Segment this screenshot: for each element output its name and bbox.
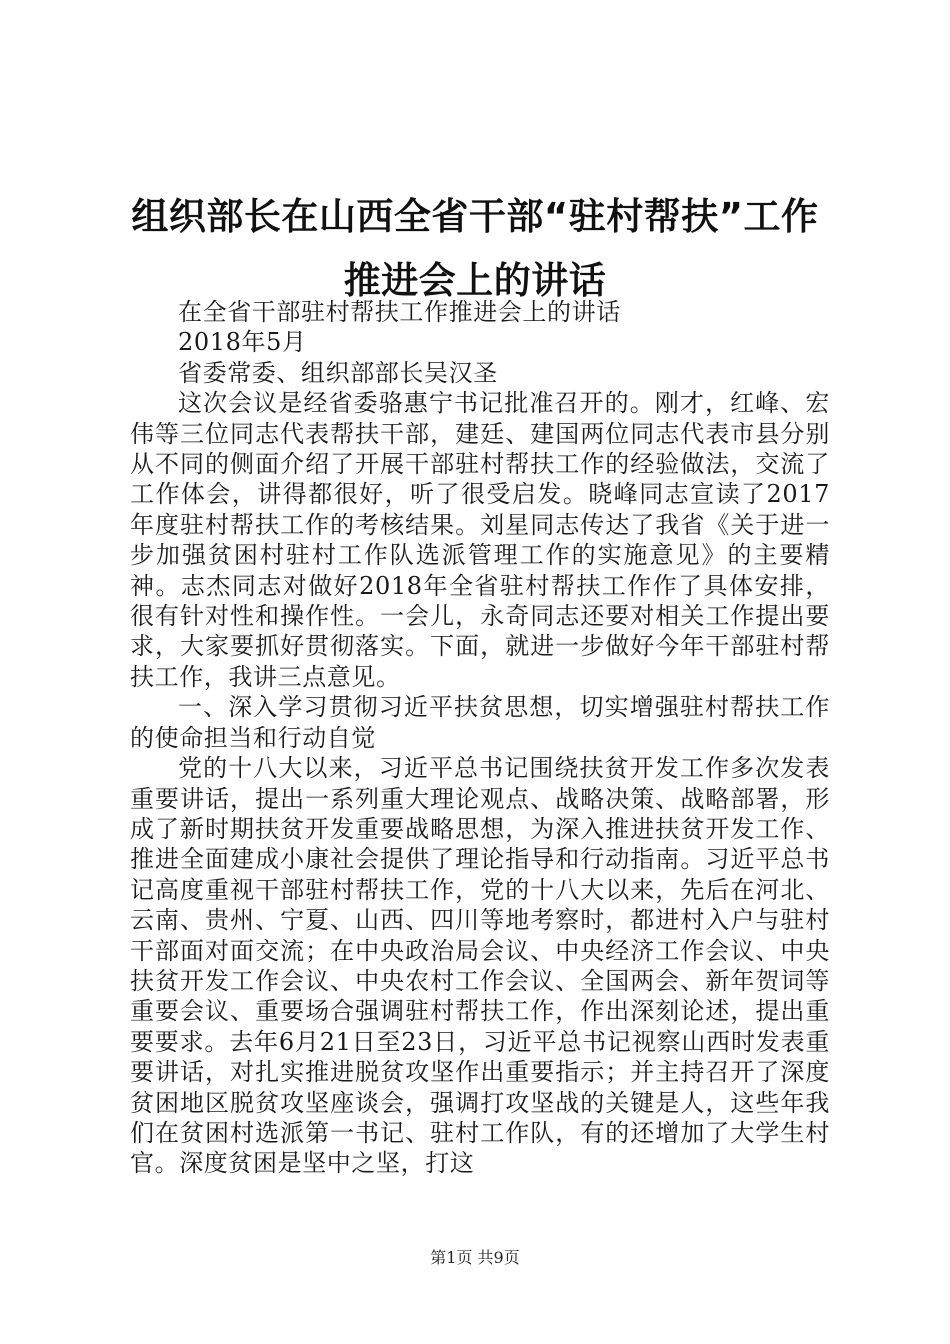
document-title: 组织部长在山西全省干部“驻村帮扶”工作推进会上的讲话	[131, 194, 819, 302]
speech-date-line: 2018年5月	[178, 328, 307, 357]
speaker-line: 省委常委、组织部部长吴汉圣	[178, 358, 498, 387]
page-footer: 第1页 共9页	[430, 1248, 520, 1267]
section-heading: 一、深入学习贯彻习近平扶贫思想，切实增强驻村帮扶工作的使命担当和行动自觉	[130, 693, 830, 752]
document-body	[130, 297, 830, 1179]
speech-title-line: 在全省干部驻村帮扶工作推进会上的讲话	[178, 298, 621, 326]
body-paragraph: 党的十八大以来，习近平总书记围绕扶贫开发工作多次发表重要讲话，提出一系列重大理论观点、战略决策、战略部署，形成了新时期扶贫开发重要战略思想，为深入推进扶贫开发工作、推进全面建成小康社会提供了理论指导和行动指南。习近平总书记高度重视干部驻村帮扶工作，党的十八大以来，先后在河北、云南、贵州、宁夏、山西、四川等地考察时，都进村入户与驻村干部面对面交流；在中央政治局会议、中央经济工作会议、中央扶贫开发工作会议、中央农村工作会议、全国两会、新年贺词等重要会议、重要场合强调驻村帮扶工作，作出深刻论述，提出重要要求。去年6月21日至23日，习近平总书记视察山西时发表重要讲话，对扎实推进脱贫攻坚作出重要指示；并主持召开了深度贫困地区脱贫攻坚座谈会，强调打攻坚战的关键是人，这些年我们在贫困村选派第一书记、驻村工作队，有的还增加了大学生村官。深度贫困是坚中之坚，打这	[130, 754, 830, 1178]
body-paragraph: 这次会议是经省委骆惠宁书记批准召开的。刚才，红峰、宏伟等三位同志代表帮扶干部，建廷、建国两位同志代表市县分别从不同的侧面介绍了开展干部驻村帮扶工作的经验做法，交流了工作体会，讲得都很好，听了很受启发。晓峰同志宣读了2017年度驻村帮扶工作的考核结果。刘星同志传达了我省《关于进一步加强贫困村驻村工作队选派管理工作的实施意见》的主要精神。志杰同志对做好2018年全省驻村帮扶工作作了具体安排，很有针对性和操作性。一会儿，永奇同志还要对相关工作提出要求，大家要抓好贯彻落实。下面，就进一步做好今年干部驻村帮扶工作，我讲三点意见。	[130, 389, 830, 691]
